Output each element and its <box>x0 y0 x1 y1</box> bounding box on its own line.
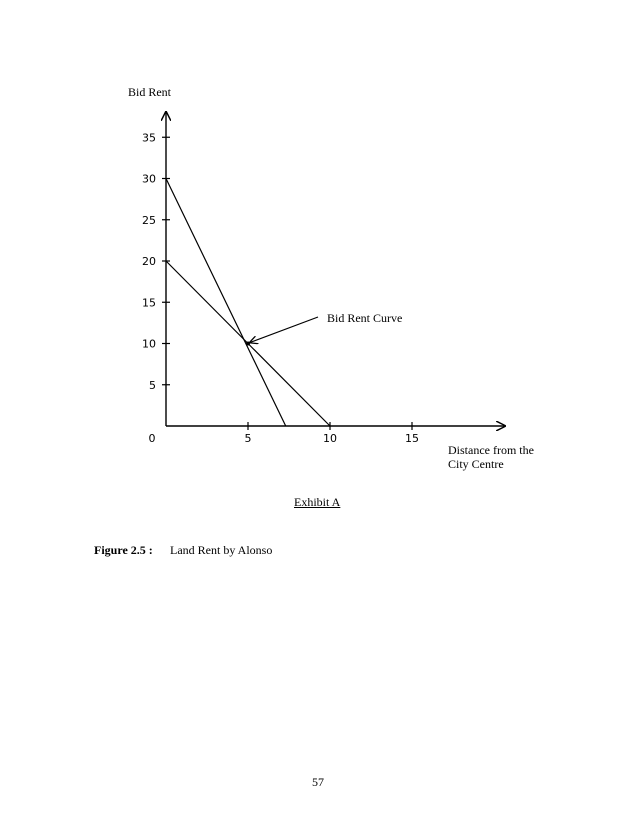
origin-label: 0 <box>148 432 156 445</box>
y-tick-label: 25 <box>142 213 156 227</box>
axis-ticks <box>142 131 419 445</box>
y-axis-label: Bid Rent <box>128 85 172 99</box>
exhibit-label: Exhibit A <box>294 495 341 509</box>
annotations <box>250 311 402 343</box>
figure-caption: Land Rent by Alonso <box>170 543 273 557</box>
figure-label: Figure 2.5 : <box>94 543 153 557</box>
y-tick-label: 15 <box>142 296 156 310</box>
y-tick-label: 5 <box>149 378 156 392</box>
page-number: 57 <box>312 775 324 789</box>
y-tick-label: 30 <box>142 172 156 186</box>
y-tick-label: 20 <box>142 255 156 268</box>
data-series <box>166 179 330 427</box>
x-tick-label: 10 <box>323 432 337 445</box>
x-axis-label-line: City Centre <box>448 457 504 471</box>
x-tick-label: 15 <box>405 432 419 445</box>
y-tick-label: 35 <box>142 131 156 145</box>
series-line-1 <box>166 179 286 427</box>
x-tick-label: 5 <box>244 432 252 445</box>
y-tick-label: 10 <box>142 337 156 351</box>
axis-labels <box>128 85 534 471</box>
x-axis-label-line: Distance from the <box>448 443 534 457</box>
intersection-point <box>246 342 250 346</box>
annotation-label: Bid Rent Curve <box>327 311 403 325</box>
annotation-arrow <box>250 317 318 343</box>
axes <box>166 112 505 426</box>
